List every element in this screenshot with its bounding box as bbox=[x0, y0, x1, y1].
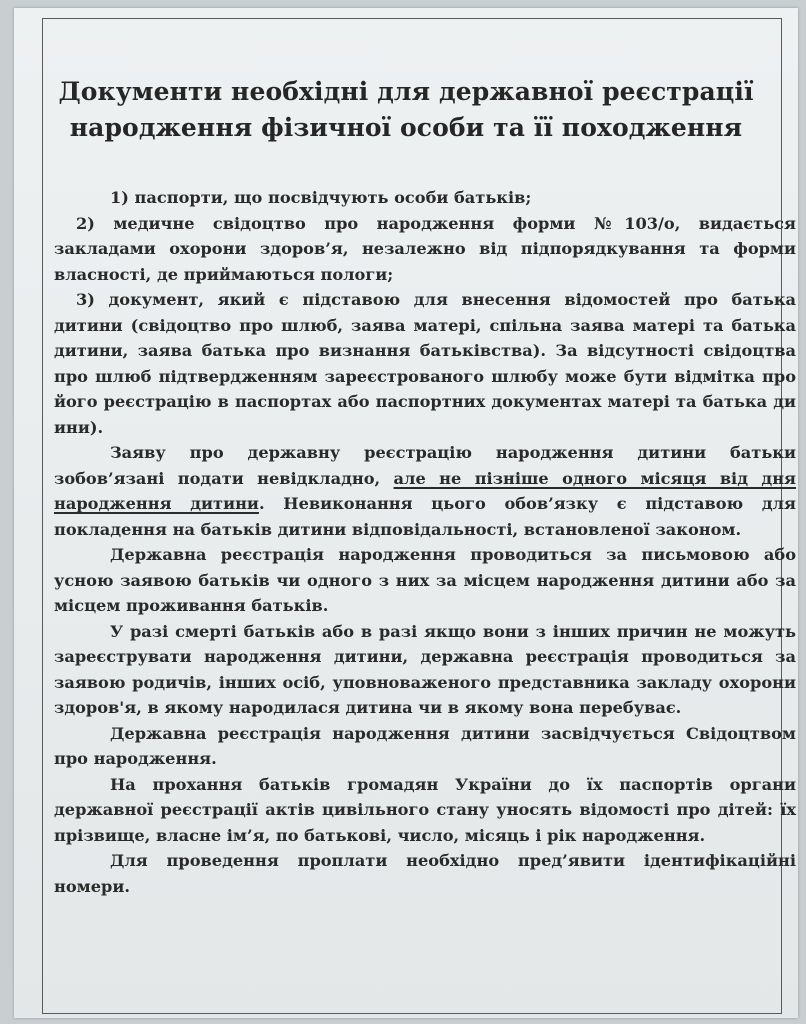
notice-title-line-2: народження фізичної особи та її походження bbox=[69, 113, 743, 142]
notice-title bbox=[44, 74, 768, 146]
notice-title-line-1: Документи необхідні для державної реєстрації bbox=[58, 77, 754, 106]
paragraph-id-numbers: Для проведення проплати необхідно пред’явити ідентифікаційні номери. bbox=[54, 851, 796, 896]
list-item-paternity-document: 3) документ, який є підставою для внесення відомостей про батька дитини (свідоцтво про шлюб, заява матері, спільна заява матері та батька дитини, заява батька про визнання батьківства). За відсутності свідоцтва про шлюб підтвердженням зареєстрованого шлюбу може бути відмітка про його реєстрацію в паспортах або паспортних документах матері та батька ди ини). bbox=[54, 290, 796, 437]
list-item-medical-certificate: 2) медичне свідоцтво про народження форми №103/о, видається закладами охорони здоров’я, незалежно від підпорядкування та форми власності, де приймаються пологи; bbox=[54, 213, 796, 284]
paragraph-passport-records: На прохання батьків громадян України до їх паспортів органи державної реєстрації актів цивільного стану уносять відомості про дітей: їх прізвище, власне ім’я, по батькові, число, місяць і рік народження. bbox=[54, 774, 796, 845]
deadline-emphasis: але не пізніше одного місяця від дня народження дитини bbox=[54, 468, 796, 513]
deadline-text-start: Заяву про державну реєстрацію народження дитини батьки зобов’язані подати невідкладно, bbox=[54, 443, 796, 488]
paragraph-registration-place: Державна реєстрація народження проводиться за письмовою або усною заявою батьків чи одного з них за місцем народження дитини або за місцем проживання батьків. bbox=[54, 545, 796, 615]
paragraph-certificate: Державна реєстрація народження дитини засвідчується Свідоцтвом про народження. bbox=[54, 723, 796, 768]
notice-body bbox=[54, 185, 796, 899]
deadline-text-end: . Невиконання цього обов’язку є підставою для покладення на батьків дитини відповідальності, встановленої законом. bbox=[54, 494, 796, 539]
notice-sheet bbox=[14, 8, 798, 1018]
paragraph-deadline bbox=[54, 440, 796, 542]
list-item-passports: 1) паспорти, що посвідчують особи батьків; bbox=[110, 188, 532, 207]
paragraph-registration-by-others: У разі смерті батьків або в разі якщо вони з інших причин не можуть зареєструвати народження дитини, державна реєстрація проводиться за заявою родичів, інших осіб, уповноваженого представника закладу охорони здоров'я, в якому народилася дитина чи в якому вона перебуває. bbox=[54, 621, 796, 717]
